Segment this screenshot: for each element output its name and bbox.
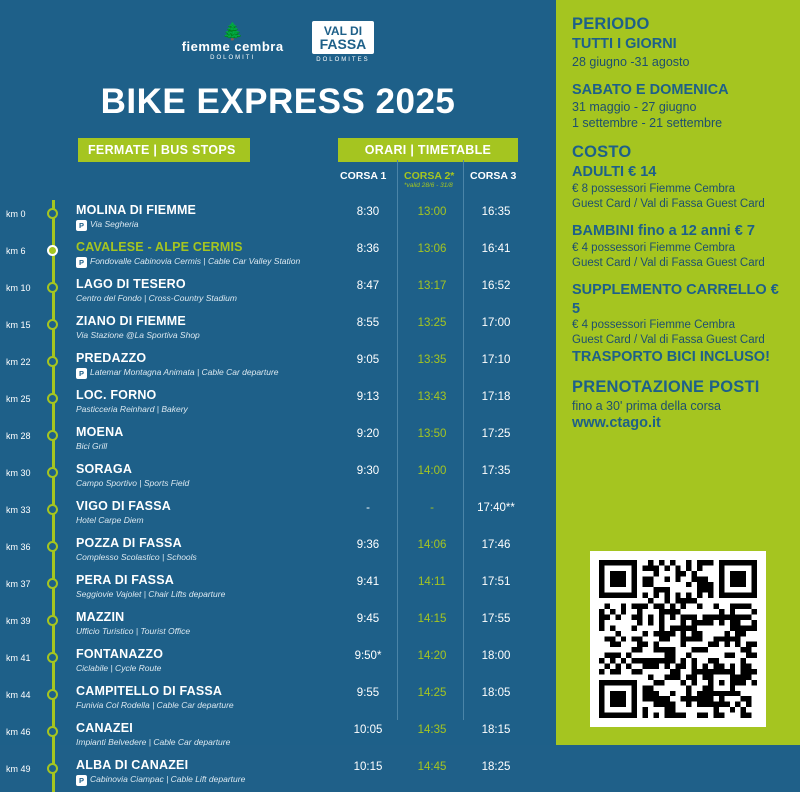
- departure-time: 9:05: [356, 354, 380, 366]
- departure-time: 13:35: [417, 354, 447, 366]
- stop-dot-icon: [47, 504, 58, 515]
- logo-fiemme-sub: DOLOMITI: [210, 55, 256, 61]
- departure-time: 14:11: [418, 576, 446, 588]
- bambini-price: BAMBINI fino a 12 anni € 7: [572, 223, 755, 240]
- stop-dot-icon: [47, 578, 58, 589]
- table-row: [0, 755, 556, 792]
- departure-time: 8:36: [356, 243, 380, 255]
- bambini-note-2: Guest Card / Val di Fassa Guest Card: [572, 256, 765, 269]
- departure-time: 14:45: [417, 761, 447, 773]
- table-row: [0, 718, 556, 755]
- departure-time: 8:47: [356, 280, 380, 292]
- departure-time: -: [430, 502, 434, 514]
- stop-name: PERA DI FASSA: [76, 573, 174, 587]
- stop-dot-icon: [47, 282, 58, 293]
- stop-name: LAGO DI TESERO: [76, 277, 186, 291]
- stop-name: FONTANAZZO: [76, 647, 164, 661]
- departure-time: 9:13: [356, 391, 380, 403]
- supplemento-price: SUPPLEMENTO CARRELLO € 5: [572, 282, 779, 317]
- parking-icon: P: [76, 775, 87, 786]
- qr-code-container: [590, 551, 766, 727]
- stop-detail-text: Fondovalle Cabinovia Cermis | Cable Car Valley Station: [90, 256, 301, 266]
- departure-time: 9:50*: [354, 650, 382, 662]
- stop-name: CAVALESE - ALPE CERMIS: [76, 240, 243, 254]
- departure-time: 9:30: [356, 465, 380, 477]
- departure-time: 16:35: [481, 206, 511, 218]
- stop-name: MOENA: [76, 425, 124, 439]
- stop-name: MOLINA DI FIEMME: [76, 203, 197, 217]
- departure-time: 13:50: [417, 428, 447, 440]
- stop-dot-icon: [47, 356, 58, 367]
- stop-name: ALBA DI CANAZEI: [76, 758, 189, 772]
- stop-detail: [76, 330, 200, 340]
- table-row: [0, 348, 556, 385]
- stop-detail: [76, 293, 237, 303]
- trasporto-bici-incluso: TRASPORTO BICI INCLUSO!: [572, 348, 770, 365]
- km-marker: km 49: [6, 764, 31, 774]
- stop-detail: [76, 774, 245, 786]
- stop-dot-icon: [47, 467, 58, 478]
- column-header-corsa-1: CORSA 1: [340, 170, 387, 182]
- qr-code[interactable]: [599, 560, 757, 718]
- stop-name: ZIANO DI FIEMME: [76, 314, 186, 328]
- departure-time: 14:06: [417, 539, 447, 551]
- km-marker: km 6: [6, 246, 26, 256]
- parking-icon: P: [76, 220, 87, 231]
- departure-time: 14:00: [417, 465, 447, 477]
- stop-name: CANAZEI: [76, 721, 133, 735]
- table-row: [0, 274, 556, 311]
- stop-dot-icon: [47, 430, 58, 441]
- stop-detail-text: Bici Grill: [76, 441, 108, 451]
- stops-list: [0, 200, 556, 792]
- sabato-domenica-dates-1: 31 maggio - 27 giugno: [572, 100, 697, 115]
- km-marker: km 0: [6, 209, 26, 219]
- logo-fassa-box: [312, 21, 375, 54]
- table-row: [0, 459, 556, 496]
- stop-dot-icon: [47, 393, 58, 404]
- stop-detail-text: Complesso Scolastico | Schools: [76, 552, 197, 562]
- departure-time: 16:41: [481, 243, 511, 255]
- parking-icon: P: [76, 257, 87, 268]
- stop-detail-text: Funivia Col Rodella | Cable Car departure: [76, 700, 234, 710]
- page-title: BIKE EXPRESS 2025: [100, 82, 456, 121]
- stop-detail-text: Seggiovie Vajolet | Chair Lifts departure: [76, 589, 226, 599]
- table-row: [0, 422, 556, 459]
- stop-detail: [76, 404, 188, 414]
- logo-fassa-line1: VAL DI: [323, 24, 363, 38]
- stop-detail-text: Campo Sportivo | Sports Field: [76, 478, 190, 488]
- km-marker: km 39: [6, 616, 31, 626]
- km-marker: km 30: [6, 468, 31, 478]
- stop-dot-icon: [47, 615, 58, 626]
- departure-time: 18:00: [481, 650, 511, 662]
- km-marker: km 22: [6, 357, 31, 367]
- stop-detail-text: Via Stazione @La Sportiva Shop: [76, 330, 200, 340]
- stop-detail-text: Centro del Fondo | Cross-Country Stadium: [76, 293, 237, 303]
- departure-time: 9:45: [356, 613, 380, 625]
- departure-time: 18:25: [481, 761, 511, 773]
- departure-time: 17:10: [481, 354, 511, 366]
- prenotazione-title: PRENOTAZIONE POSTI: [572, 378, 760, 397]
- stop-dot-icon: [47, 689, 58, 700]
- departure-time: 17:55: [481, 613, 511, 625]
- departure-time: 13:25: [417, 317, 447, 329]
- stop-detail-text: Cabinovia Ciampac | Cable Lift departure: [90, 774, 246, 784]
- stop-detail: [76, 256, 300, 268]
- costo-title: COSTO: [572, 143, 632, 162]
- stop-detail-text: Ciclabile | Cycle Route: [76, 663, 162, 673]
- departure-time: 10:15: [353, 761, 383, 773]
- stop-dot-icon: [47, 763, 58, 774]
- stop-detail: [76, 367, 279, 379]
- departure-time: 14:20: [417, 650, 447, 662]
- departure-time: 9:55: [356, 687, 380, 699]
- stop-name: LOC. FORNO: [76, 388, 157, 402]
- stop-dot-icon: [47, 319, 58, 330]
- km-marker: km 25: [6, 394, 31, 404]
- departure-time: 13:06: [417, 243, 447, 255]
- km-marker: km 41: [6, 653, 31, 663]
- departure-time: 17:18: [481, 391, 511, 403]
- tree-icon: 🌲: [222, 22, 244, 41]
- km-marker: km 10: [6, 283, 31, 293]
- departure-time: 14:25: [417, 687, 447, 699]
- adulti-note-2: Guest Card / Val di Fassa Guest Card: [572, 197, 765, 210]
- stop-dot-icon: [47, 208, 58, 219]
- stop-name: SORAGA: [76, 462, 133, 476]
- departure-time: 9:36: [356, 539, 380, 551]
- logo-fiemme-name: fiemme cembra: [181, 39, 284, 54]
- column-headers: [0, 168, 556, 198]
- stop-detail: [76, 478, 189, 488]
- table-row: [0, 607, 556, 644]
- table-row: [0, 200, 556, 237]
- departure-time: 13:00: [417, 206, 447, 218]
- adulti-note-1: € 8 possessori Fiemme Cembra: [572, 182, 735, 195]
- stop-detail-text: Impianti Belvedere | Cable Car departure: [76, 737, 231, 747]
- table-row: [0, 644, 556, 681]
- departure-time: 17:46: [481, 539, 511, 551]
- tutti-i-giorni-dates: 28 giugno -31 agosto: [572, 54, 690, 69]
- km-marker: km 33: [6, 505, 31, 515]
- stop-detail-text: Hotel Carpe Diem: [76, 515, 144, 525]
- stop-detail-text: Ufficio Turistico | Tourist Office: [76, 626, 191, 636]
- km-marker: km 36: [6, 542, 31, 552]
- stop-detail-text: Latemar Montagna Animata | Cable Car departure: [90, 367, 279, 377]
- supplemento-note-1: € 4 possessori Fiemme Cembra: [572, 319, 735, 332]
- stop-detail: [76, 219, 139, 231]
- stop-detail: [76, 589, 225, 599]
- departure-time: 16:52: [481, 280, 511, 292]
- column-header-corsa-2: CORSA 2* *valid 28/6 - 31/8: [404, 170, 455, 189]
- departure-time: 17:40**: [477, 502, 515, 514]
- km-marker: km 37: [6, 579, 31, 589]
- adulti-price: ADULTI € 14: [572, 164, 657, 181]
- stop-detail: [76, 737, 230, 747]
- stop-dot-icon: [47, 541, 58, 552]
- bambini-note-1: € 4 possessori Fiemme Cembra: [572, 241, 735, 254]
- departure-time: 9:20: [356, 428, 380, 440]
- column-header-corsa-3: CORSA 3: [470, 170, 517, 182]
- table-row: [0, 311, 556, 348]
- stop-detail: [76, 663, 161, 673]
- departure-time: -: [366, 502, 370, 514]
- periodo-title: PERIODO: [572, 15, 650, 33]
- table-row: [0, 237, 556, 274]
- stop-name: CAMPITELLO DI FASSA: [76, 684, 223, 698]
- stop-detail: [76, 626, 190, 636]
- stop-detail: [76, 515, 144, 525]
- km-marker: km 46: [6, 727, 31, 737]
- logo-fiemme-cembra: [182, 23, 284, 61]
- header-timetable: ORARI | TIMETABLE: [338, 138, 518, 162]
- stop-detail: [76, 441, 107, 451]
- sabato-domenica-label: SABATO E DOMENICA: [572, 81, 729, 98]
- logo-fassa-sub: DOLOMITES: [316, 57, 370, 63]
- departure-time: 18:15: [481, 724, 511, 736]
- departure-time: 17:25: [481, 428, 511, 440]
- departure-time: 8:55: [356, 317, 380, 329]
- departure-time: 17:51: [481, 576, 511, 588]
- supplemento-note-2: Guest Card / Val di Fassa Guest Card: [572, 334, 765, 347]
- stop-detail-text: Pasticceria Reinhard | Bakery: [76, 404, 188, 414]
- km-marker: km 28: [6, 431, 31, 441]
- stop-detail: [76, 552, 197, 562]
- departure-time: 14:15: [417, 613, 447, 625]
- sabato-domenica-dates-2: 1 settembre - 21 settembre: [572, 116, 723, 131]
- stop-name: MAZZIN: [76, 610, 125, 624]
- website-url[interactable]: www.ctago.it: [572, 415, 661, 432]
- stop-dot-icon: [47, 726, 58, 737]
- departure-time: 18:05: [481, 687, 511, 699]
- section-headers: [0, 138, 556, 164]
- stop-dot-icon: [47, 652, 58, 663]
- stop-name: POZZA DI FASSA: [76, 536, 182, 550]
- prenotazione-note: fino a 30' prima della corsa: [572, 399, 721, 414]
- departure-time: 10:05: [353, 724, 383, 736]
- table-row: [0, 681, 556, 718]
- logo-row: [0, 0, 556, 78]
- departure-time: 8:30: [356, 206, 380, 218]
- stop-dot-icon: [47, 245, 58, 256]
- stop-detail: [76, 700, 234, 710]
- parking-icon: P: [76, 368, 87, 379]
- table-row: [0, 385, 556, 422]
- logo-fassa-line2: FASSA: [319, 36, 367, 52]
- info-panel: [556, 0, 800, 745]
- stop-name: PREDAZZO: [76, 351, 147, 365]
- departure-time: 17:35: [481, 465, 511, 477]
- departure-time: 13:17: [417, 280, 447, 292]
- departure-time: 9:41: [356, 576, 380, 588]
- table-row: [0, 496, 556, 533]
- stop-name: VIGO DI FASSA: [76, 499, 171, 513]
- stop-detail-text: Via Segheria: [90, 219, 139, 229]
- column-note-corsa-2: *valid 28/6 - 31/8: [404, 182, 453, 189]
- table-row: [0, 533, 556, 570]
- departure-time: 14:35: [417, 724, 447, 736]
- km-marker: km 44: [6, 690, 31, 700]
- km-marker: km 15: [6, 320, 31, 330]
- logo-val-di-fassa: [312, 21, 375, 63]
- header-bus-stops: FERMATE | BUS STOPS: [78, 138, 250, 162]
- table-row: [0, 570, 556, 607]
- departure-time: 17:00: [481, 317, 511, 329]
- tutti-i-giorni-label: TUTTI I GIORNI: [572, 36, 677, 53]
- departure-time: 13:43: [417, 391, 447, 403]
